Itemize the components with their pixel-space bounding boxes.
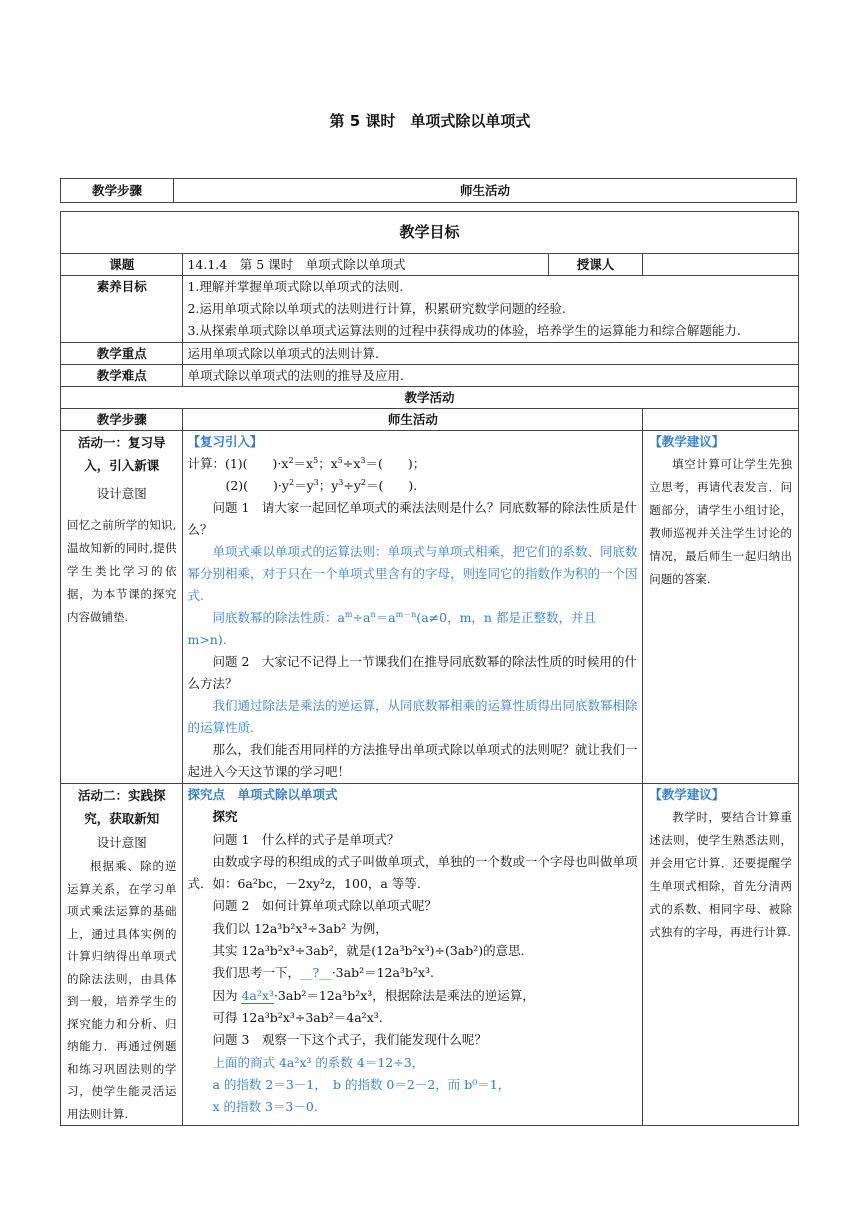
a2-question-2: 问题 2 如何计算单项式除以单项式呢？ [212, 898, 437, 914]
header-step: 教学步骤 [61, 179, 174, 203]
a2-question-3: 问题 3 观察一下这个式子，我们能发现什么呢？ [212, 1032, 487, 1048]
answer-1b: 同底数幂的除法性质：$a^m\div a^n=a^{m-n}(a\ne 0$，m，n 都是正整数，并且 m>n). [187, 609, 596, 647]
a2-line-4: 因为 4a²x³·3ab²＝12a³b²x³，根据除法是乘法的逆运算， [212, 987, 535, 1003]
lesson-table [60, 211, 799, 1126]
activity1-design-label: 设计意图 [96, 486, 147, 501]
a2-line-2: 其实 12a³b²x³÷3ab²，就是(12a³b²x³)÷(3ab²)的意思. [212, 943, 525, 959]
a2-line-3: 我们思考一下，__?__·3ab²＝12a³b²x³. [212, 965, 434, 981]
explore-heading: 探究 [212, 809, 238, 825]
calc-line-2: (2)( )$\cdot y^2=y^3$；$y^3\div y^2=$( ). [225, 477, 418, 493]
a2-line-5: 可得 12a³b²x³÷3ab²＝4a²x³. [212, 1009, 383, 1025]
header-activity: 师生活动 [174, 179, 797, 203]
objectives-title: 教学目标 [61, 212, 799, 254]
activity1-design-text: 回忆之前所学的知识,温故知新的同时,提供学生类比学习的依据，为本节课的探究内容做铺垫. [67, 518, 177, 624]
difficulty-label: 教学难点 [61, 365, 183, 387]
activity1-section: 【复习引入】 [187, 434, 263, 449]
answer-1: 单项式乘以单项式的运算法则：单项式与单项式相乘，把它们的系数、同底数幂分别相乘，对于只在一个单项式里含有的字母，则连同它的指数作为积的一个因式. [187, 544, 638, 603]
activity2-tip-title: 【教学建议】 [649, 787, 725, 802]
activity1-tip-title: 【教学建议】 [649, 434, 725, 449]
header-table [60, 178, 797, 203]
difficulty-value: 单项式除以单项式的法则的推导及应用. [183, 365, 799, 387]
literacy-item: 3.从探索单项式除以单项式运算法则的过程中获得成功的体验，培养学生的运算能力和综合解题能力. [187, 323, 741, 338]
transition-text: 那么，我们能否用同样的方法推导出单项式除以单项式的法则呢？就让我们一起进入今天这节课的学习吧！ [187, 742, 638, 779]
teacher-label: 授课人 [548, 254, 642, 276]
a2-answer-1: 由数或字母的积组成的式子叫做单项式，单独的一个数或一个字母也叫做单项式．如：6a²bc，－2xy²z，100，a 等等. [187, 853, 638, 892]
topic-value: 14.1.4 第 5 课时 单项式除以单项式 [183, 254, 548, 276]
calc-line-1: 计算：(1)( )$\cdot x^2=x^5$；$x^5\div x^3=$( )； [187, 455, 426, 471]
question-1: 问题 1 请大家一起回忆单项式的乘法法则是什么？同底数幂的除法性质是什么？ [187, 500, 637, 537]
underlined-quotient: 4a²x³ [241, 987, 274, 1003]
a2-blue-2: a 的指数 2＝3－1， b 的指数 0＝2－2，而 b⁰＝1， [212, 1076, 511, 1092]
page-title: 第 5 课时 单项式除以单项式 [329, 112, 531, 130]
literacy-item: 2.运用单项式除以单项式的法则进行计算，积累研究数学问题的经验. [187, 301, 566, 316]
activity-header-activity: 师生活动 [183, 409, 643, 431]
activity2-design-text: 根据乘、除的逆运算关系，在学习单项式乘法运算的基础上，通过具体实例的计算归纳得出单项式的除法法则，由具体到一般，培养学生的探究能力和分析、归纳能力．再通过例题和练习巩固法则的学习，使学生能灵活运用法则计算. [67, 859, 177, 1121]
a2-question-1: 问题 1 什么样的式子是单项式？ [212, 831, 400, 847]
key-point-label: 教学重点 [61, 343, 183, 365]
literacy-item: 1.理解并掌握单项式除以单项式的法则. [187, 279, 404, 294]
activity1-name: 活动一：复习导入，引入新课 [77, 435, 166, 473]
key-point-value: 运用单项式除以单项式的法则计算. [183, 343, 799, 365]
activity2-name: 活动二：实践探究，获取新知 [77, 788, 166, 826]
topic-label: 课题 [61, 254, 183, 276]
activity-header-step: 教学步骤 [61, 409, 183, 431]
activity2-tip: 教学时，要结合计算重述法则，使学生熟悉法则，并会用它计算．还要提醒学生单项式相除，首先分清两式的系数、相同字母、被除式独有的字母，再进行计算. [649, 810, 792, 939]
blank-answer: __?__ [299, 965, 332, 981]
literacy-label: 素养目标 [61, 276, 183, 343]
activity-title: 教学活动 [61, 387, 799, 409]
activity2-section: 探究点 单项式除以单项式 [187, 787, 338, 802]
question-2: 问题 2 大家记不记得上一节课我们在推导同底数幂的除法性质的时候用的什么方法？ [187, 654, 637, 691]
answer-2: 我们通过除法是乘法的逆运算，从同底数幂相乘的运算性质得出同底数幂相除的运算性质. [187, 698, 638, 735]
teacher-value [643, 254, 799, 276]
a2-blue-1: 上面的商式 4a²x³ 的系数 4＝12÷3， [212, 1054, 425, 1070]
activity1-tip: 填空计算可让学生先独立思考，再请代表发言．问题部分，请学生小组讨论，教师巡视并关注学生讨论的情况，最后师生一起归纳出问题的答案. [649, 457, 792, 586]
a2-blue-3: x 的指数 3＝3－0. [212, 1099, 318, 1115]
activity2-design-label: 设计意图 [96, 835, 147, 850]
a2-line-1: 我们以 12a³b²x³÷3ab² 为例， [212, 920, 388, 936]
